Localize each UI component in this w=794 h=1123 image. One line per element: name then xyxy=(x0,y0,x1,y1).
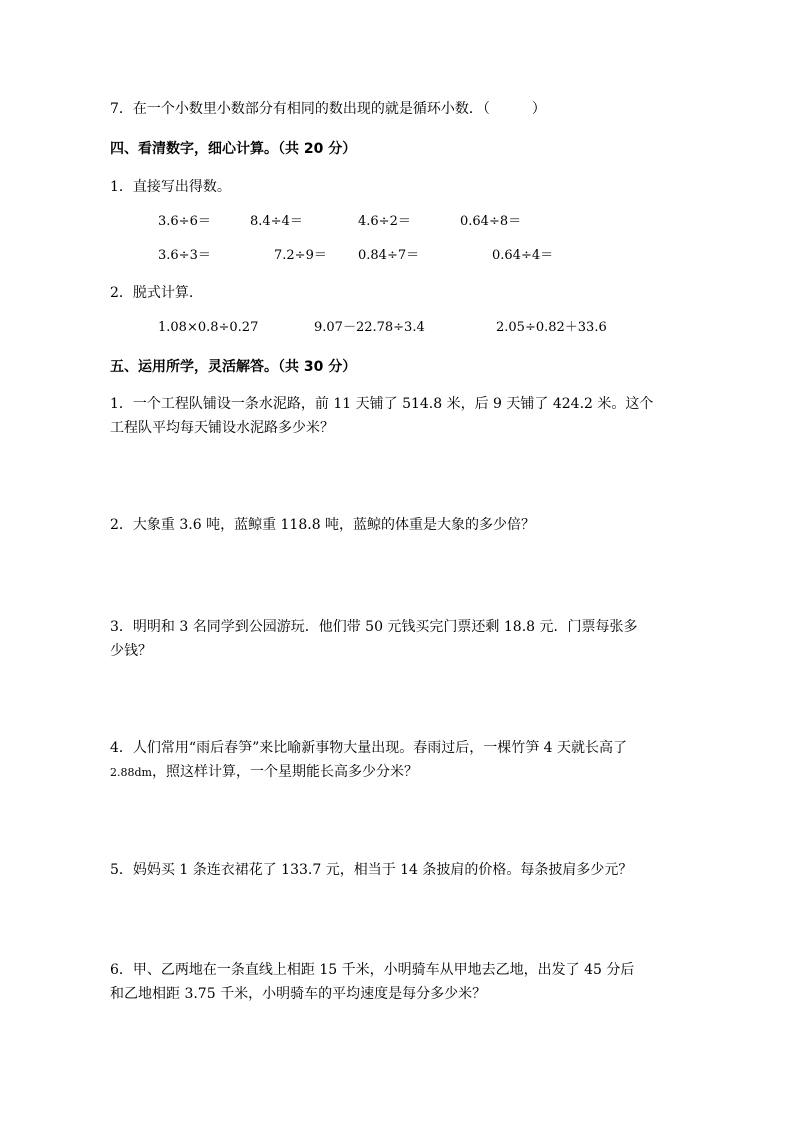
calc-expression: 1.08×0.8÷0.27 xyxy=(158,320,259,335)
problem-6-line-1: 6．甲、乙两地在一条直线上相距 15 千米，小明骑车从甲地去乙地，出发了 45 分后 xyxy=(110,962,635,978)
calc-item: 0.84÷7＝ xyxy=(358,248,420,263)
problem-3-line-1: 3．明明和 3 名同学到公园游玩．他们带 50 元钱买完门票还剩 18.8 元．门票每张多 xyxy=(110,619,638,635)
problem-4-number: 2.88dm xyxy=(110,766,152,779)
problem-4-line-1: 4．人们常用“雨后春笋”来比喻新事物大量出现。春雨过后，一棵竹笋 4 天就长高了 xyxy=(110,740,628,756)
question-7: 7．在一个小数里小数部分有相同的数出现的就是循环小数．（ ） xyxy=(110,101,546,117)
calc-item: 3.6÷6＝ xyxy=(158,214,211,229)
problem-3-line-2: 少钱？ xyxy=(110,643,152,659)
calc-item: 8.4÷4＝ xyxy=(250,214,303,229)
section-4-subquestion-1: 1．直接写出得数。 xyxy=(110,179,231,195)
problem-6-line-2: 和乙地相距 3.75 千米，小明骑车的平均速度是每分多少米？ xyxy=(110,986,487,1002)
problem-1-line-2: 工程队平均每天铺设水泥路多少米？ xyxy=(110,420,334,436)
section-5-heading: 五、运用所学，灵活解答。（共 30 分） xyxy=(110,359,357,375)
calc-expression: 9.07－22.78÷3.4 xyxy=(314,320,425,335)
problem-1-line-1: 1．一个工程队铺设一条水泥路，前 11 天铺了 514.8 米，后 9 天铺了 424.2 米。这个 xyxy=(110,396,654,412)
calc-item: 3.6÷3＝ xyxy=(158,248,211,263)
problem-4-text: ，照这样计算，一个星期能长高多少分米？ xyxy=(151,764,418,780)
problem-2: 2．大象重 3.6 吨，蓝鲸重 118.8 吨，蓝鲸的体重是大象的多少倍？ xyxy=(110,517,536,533)
calc-item: 7.2÷9＝ xyxy=(274,248,327,263)
calc-item: 4.6÷2＝ xyxy=(358,214,411,229)
section-4-heading: 四、看清数字，细心计算。（共 20 分） xyxy=(110,141,357,157)
calc-expression: 2.05÷0.82＋33.6 xyxy=(496,320,607,335)
section-4-subquestion-2: 2．脱式计算. xyxy=(110,285,194,301)
problem-4-line-2 xyxy=(110,761,418,784)
calc-item: 0.64÷4＝ xyxy=(492,248,554,263)
problem-5: 5．妈妈买 1 条连衣裙花了 133.7 元，相当于 14 条披肩的价格。每条披肩多少元？ xyxy=(110,862,633,878)
calc-item: 0.64÷8＝ xyxy=(460,214,522,229)
